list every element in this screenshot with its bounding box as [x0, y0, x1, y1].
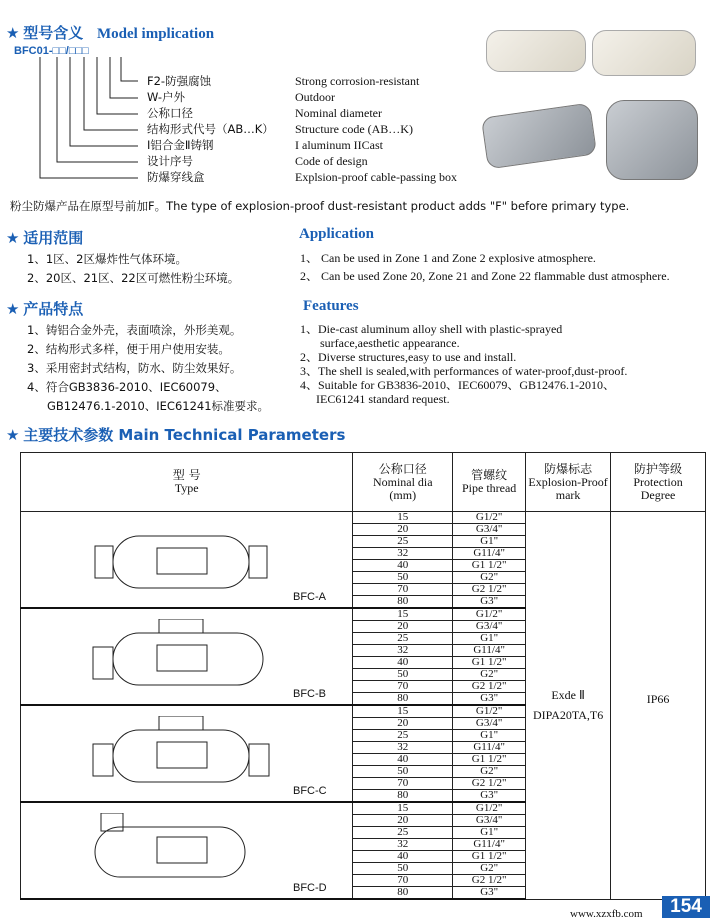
features-en-item: surface,aesthetic appearance.: [320, 336, 460, 350]
dia-cell: 80: [353, 790, 453, 803]
thread-cell: G1/2": [453, 802, 526, 815]
thread-cell: G2 1/2": [453, 778, 526, 790]
star-icon: ★: [6, 229, 20, 247]
product-photo: [486, 30, 586, 72]
features-zh-list: [27, 322, 269, 417]
dia-cell: 80: [353, 596, 453, 609]
features-zh-item: 4、符合GB3836-2010、IEC60079、: [27, 380, 227, 394]
header-type: 型 号 Type: [21, 453, 353, 512]
dia-cell: 15: [353, 512, 453, 524]
star-icon: ★: [6, 24, 20, 42]
type-label: BFC-C: [293, 784, 327, 797]
thread-cell: G11/4": [453, 548, 526, 560]
product-photo: [592, 30, 696, 76]
model-en-item: Code of design: [295, 154, 368, 168]
features-en-list: [300, 321, 627, 405]
dia-cell: 25: [353, 633, 453, 645]
dia-cell: 20: [353, 621, 453, 633]
dia-cell: 70: [353, 584, 453, 596]
model-zh-item: 公称口径: [147, 106, 193, 120]
thread-cell: G3/4": [453, 718, 526, 730]
type-label: BFC-D: [293, 881, 327, 894]
application-zh-list: [27, 251, 239, 289]
thread-cell: G1 1/2": [453, 560, 526, 572]
bfc-a-diagram: [87, 522, 277, 592]
mark-line-1: Exde Ⅱ: [551, 688, 585, 703]
thread-cell: G2": [453, 766, 526, 778]
features-zh-item: 2、结构形式多样，便于用户使用安装。: [27, 342, 230, 356]
thread-cell: G3": [453, 693, 526, 706]
model-zh-item: 结构形式代号（AB…K）: [147, 122, 274, 136]
dia-cell: 15: [353, 608, 453, 621]
dia-cell: 40: [353, 754, 453, 766]
type-cell: [21, 512, 353, 609]
dia-cell: 32: [353, 742, 453, 754]
table-header-row: [21, 453, 706, 512]
bfc-c-diagram: [87, 716, 277, 786]
dia-cell: 32: [353, 548, 453, 560]
star-icon: ★: [6, 300, 20, 318]
header-mark: 防爆标志 Explosion-Proof mark: [526, 453, 611, 512]
dia-cell: 32: [353, 645, 453, 657]
thread-cell: G1": [453, 633, 526, 645]
application-en-list: [300, 250, 670, 286]
model-en-item: Outdoor: [295, 90, 335, 104]
thread-cell: G11/4": [453, 645, 526, 657]
dia-cell: 70: [353, 681, 453, 693]
header-protection: 防护等级 Protection Degree: [611, 453, 706, 512]
dia-cell: 32: [353, 839, 453, 851]
type-label: BFC-B: [293, 687, 326, 700]
features-zh-item: GB12476.1-2010、IEC61241标准要求。: [47, 399, 270, 413]
features-en-item: 4、Suitable for GB3836-2010、IEC60079、GB12476.1-2010、: [300, 378, 615, 392]
application-en-item: 1、 Can be used in Zone 1 and Zone 2 explosive atmosphere.: [300, 251, 596, 265]
features-en-item: 1、Die-cast aluminum alloy shell with plastic-sprayed: [300, 322, 563, 336]
thread-cell: G2": [453, 572, 526, 584]
thread-cell: G2 1/2": [453, 584, 526, 596]
thread-cell: G3/4": [453, 621, 526, 633]
dia-cell: 20: [353, 718, 453, 730]
thread-cell: G3/4": [453, 815, 526, 827]
protection-value: IP66: [646, 692, 670, 707]
thread-cell: G1": [453, 536, 526, 548]
section-title-params: ★ 主要技术参数 Main Technical Parameters: [6, 426, 346, 444]
dia-cell: 40: [353, 560, 453, 572]
features-zh-item: 3、采用密封式结构，防水、防尘效果好。: [27, 361, 242, 375]
thread-cell: G2 1/2": [453, 875, 526, 887]
mark-cell: [526, 512, 611, 900]
header-dia: 公称口径 Nominal dia (mm): [353, 453, 453, 512]
features-title-en: Features: [303, 298, 359, 314]
model-zh-item: W-户外: [147, 90, 186, 104]
dia-cell: 50: [353, 572, 453, 584]
type-label: BFC-A: [293, 590, 326, 603]
section-title-features: ★ 产品特点: [6, 300, 84, 318]
model-en-item: Structure code (AB…K): [295, 122, 413, 136]
dia-cell: 15: [353, 802, 453, 815]
dia-cell: 50: [353, 766, 453, 778]
model-zh-item: F2-防强腐蚀: [147, 74, 212, 88]
dia-cell: 50: [353, 863, 453, 875]
protection-cell: [611, 512, 706, 900]
dia-cell: 40: [353, 851, 453, 863]
thread-cell: G1 1/2": [453, 657, 526, 669]
footer-url: www.xzxfb.com: [570, 908, 643, 918]
features-en-item: 2、Diverse structures,easy to use and install.: [300, 350, 517, 364]
dia-cell: 20: [353, 815, 453, 827]
thread-cell: G1": [453, 730, 526, 742]
type-cell: [21, 608, 353, 705]
thread-cell: G3": [453, 596, 526, 609]
type-cell: [21, 802, 353, 899]
mark-line-2: DIPA20TA,T6: [532, 708, 604, 723]
model-note: 粉尘防爆产品在原型号前加F。The type of explosion-proof dust-resistant product adds "F" before primary type.: [10, 199, 630, 213]
model-en-item: I aluminum IICast: [295, 138, 383, 152]
model-zh-list: [147, 73, 274, 185]
section-title-application: ★ 适用范围: [6, 229, 84, 247]
dia-cell: 20: [353, 524, 453, 536]
product-photo: [606, 100, 698, 180]
features-zh-item: 1、铸铝合金外壳，表面喷涂，外形美观。: [27, 323, 242, 337]
thread-cell: G3/4": [453, 524, 526, 536]
star-icon: ★: [6, 426, 20, 444]
model-en-item: Explsion-proof cable-passing box: [295, 170, 457, 184]
dia-cell: 15: [353, 705, 453, 718]
thread-cell: G1 1/2": [453, 851, 526, 863]
table-row: [21, 512, 706, 524]
thread-cell: G1/2": [453, 705, 526, 718]
application-zh-item: 1、1区、2区爆炸性气体环境。: [27, 252, 187, 266]
features-en-item: 3、The shell is sealed,with performances of water-proof,dust-proof.: [300, 364, 628, 378]
model-en-list: [295, 73, 457, 185]
thread-cell: G1/2": [453, 512, 526, 524]
model-code: BFC01-□□/□□□: [14, 45, 89, 57]
thread-cell: G3": [453, 790, 526, 803]
thread-cell: G1 1/2": [453, 754, 526, 766]
thread-cell: G2": [453, 863, 526, 875]
dia-cell: 40: [353, 657, 453, 669]
application-zh-item: 2、20区、21区、22区可燃性粉尘环境。: [27, 271, 240, 285]
thread-cell: G2": [453, 669, 526, 681]
model-zh-item: Ⅰ铝合金Ⅱ铸钢: [147, 138, 214, 152]
features-en-item: IEC61241 standard request.: [316, 392, 450, 406]
params-table: [20, 452, 706, 900]
thread-cell: G2 1/2": [453, 681, 526, 693]
model-en-item: Nominal diameter: [295, 106, 382, 120]
dia-cell: 70: [353, 875, 453, 887]
dia-cell: 25: [353, 827, 453, 839]
application-en-item: 2、 Can be used Zone 20, Zone 21 and Zone 22 flammable dust atmosphere.: [300, 269, 670, 283]
dia-cell: 70: [353, 778, 453, 790]
bfc-b-diagram: [87, 619, 277, 689]
dia-cell: 25: [353, 730, 453, 742]
thread-cell: G11/4": [453, 839, 526, 851]
header-thread: 管螺纹 Pipe thread: [453, 453, 526, 512]
page-number: 154: [662, 896, 710, 918]
thread-cell: G3": [453, 887, 526, 900]
model-zh-item: 设计序号: [147, 154, 193, 168]
dia-cell: 50: [353, 669, 453, 681]
application-title-en: Application: [299, 226, 375, 242]
product-photo: [481, 103, 597, 170]
thread-cell: G11/4": [453, 742, 526, 754]
dia-cell: 25: [353, 536, 453, 548]
bfc-d-diagram: [87, 813, 277, 883]
type-cell: [21, 705, 353, 802]
dia-cell: 80: [353, 887, 453, 900]
dia-cell: 80: [353, 693, 453, 706]
model-en-item: Strong corrosion-resistant: [295, 74, 420, 88]
model-zh-item: 防爆穿线盒: [147, 170, 205, 184]
thread-cell: G1/2": [453, 608, 526, 621]
thread-cell: G1": [453, 827, 526, 839]
section-title-model: ★ 型号含义 Model implication: [6, 24, 215, 42]
